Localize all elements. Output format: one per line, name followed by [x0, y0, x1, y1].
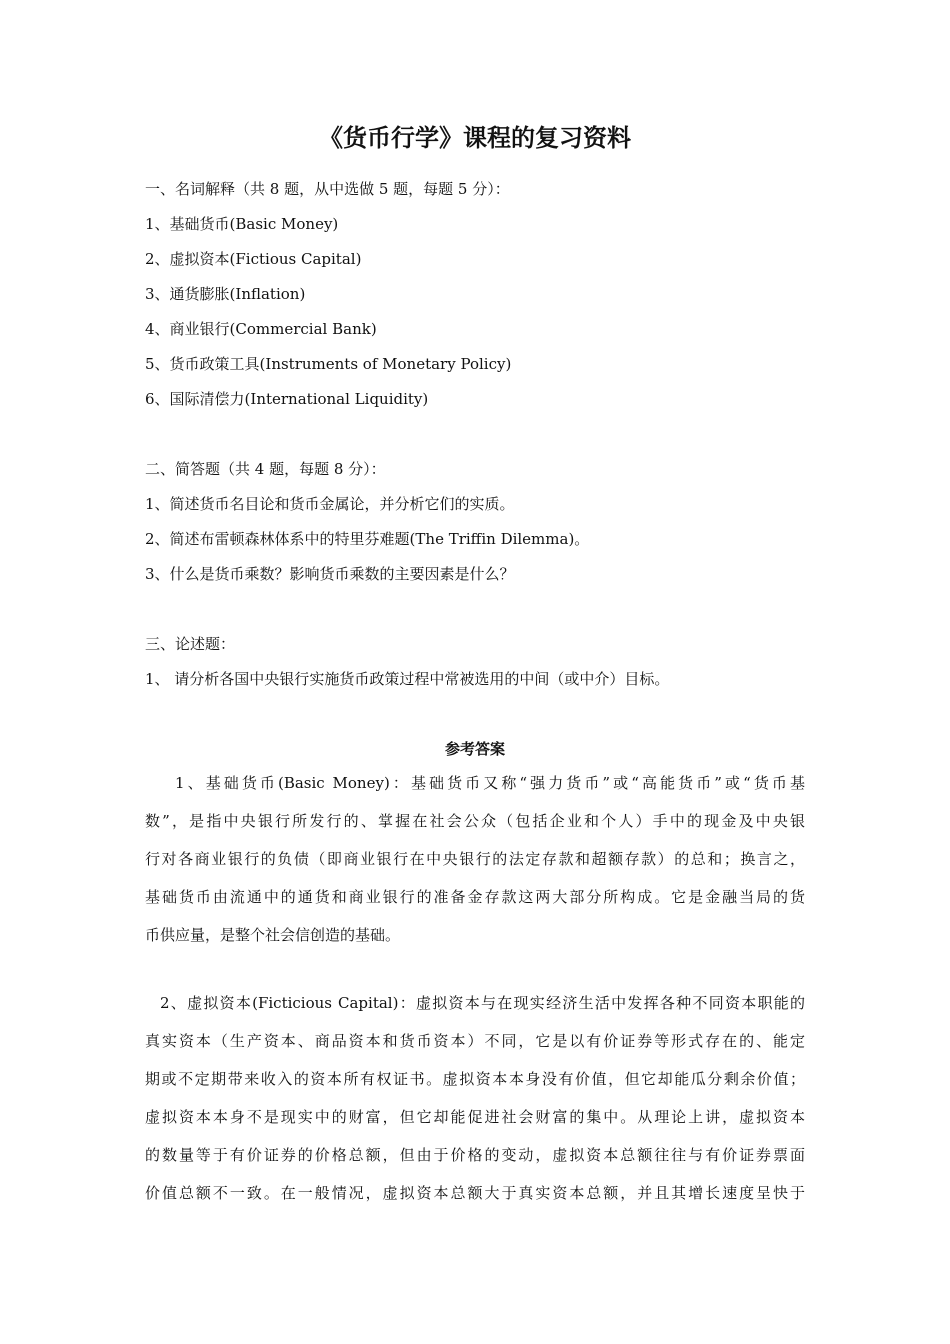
- section1-item-3: 3、通货膨胀(Inflation): [145, 285, 306, 303]
- answer-1-line: 行对各商业银行的负债（即商业银行在中央银行的法定存款和超额存款）的总和；换言之，: [145, 850, 805, 868]
- document-title: 《货币行学》课程的复习资料: [319, 123, 631, 152]
- answer-1-line: 币供应量，是整个社会信创造的基础。: [145, 926, 401, 944]
- answer-2-line: 价值总额不一致。在一般情况，虚拟资本总额大于真实资本总额，并且其增长速度呈快于: [145, 1184, 805, 1202]
- section1-item-6: 6、国际清偿力(International Liquidity): [145, 390, 429, 408]
- section3-heading: 三、论述题：: [145, 635, 236, 653]
- section1-item-1: 1、基础货币(Basic Money): [145, 215, 339, 233]
- section1-heading: 一、名词解释（共 8 题，从中选做 5 题，每题 5 分）：: [145, 180, 510, 198]
- answer-1-line: 1、基础货币(Basic Money)：基础货币又称“强力货币”或“高能货币”或“货币基: [175, 774, 805, 792]
- section2-item-2: 2、简述布雷顿森林体系中的特里芬难题(The Triffin Dilemma)。: [145, 530, 590, 548]
- answers-heading: 参考答案: [444, 740, 505, 758]
- answer-2-line: 的数量等于有价证券的价格总额，但由于价格的变动，虚拟资本总额往往与有价证券票面: [145, 1146, 805, 1164]
- section1-item-4: 4、商业银行(Commercial Bank): [145, 320, 377, 338]
- section1-item-5: 5、货币政策工具(Instruments of Monetary Policy): [145, 355, 512, 373]
- section2-heading: 二、简答题（共 4 题，每题 8 分）：: [145, 460, 386, 478]
- section2-item-1: 1、简述货币名目论和货币金属论，并分析它们的实质。: [145, 495, 515, 513]
- section1-item-2: 2、虚拟资本(Fictious Capital): [145, 250, 362, 268]
- section2-item-3: 3、什么是货币乘数？影响货币乘数的主要因素是什么？: [145, 565, 515, 583]
- answer-2-line: 虚拟资本本身不是现实中的财富，但它却能促进社会财富的集中。从理论上讲，虚拟资本: [145, 1108, 805, 1126]
- answer-1-line: 基础货币由流通中的通货和商业银行的准备金存款这两大部分所构成。它是金融当局的货: [145, 888, 805, 906]
- answer-2-line: 真实资本（生产资本、商品资本和货币资本）不同，它是以有价证券等形式存在的、能定: [145, 1032, 805, 1050]
- section3-item-1: 1、 请分析各国中央银行实施货币政策过程中常被选用的中间（或中介）目标。: [145, 670, 670, 688]
- answer-2-line: 期或不定期带来收入的资本所有权证书。虚拟资本本身没有价值，但它却能瓜分剩余价值；: [145, 1070, 805, 1088]
- answer-1-line: 数”，是指中央银行所发行的、掌握在社会公众（包括企业和个人）手中的现金及中央银: [145, 812, 805, 830]
- answer-2-line: 2、虚拟资本(Ficticious Capital)：虚拟资本与在现实经济生活中发挥各种不同资本职能的: [160, 994, 805, 1012]
